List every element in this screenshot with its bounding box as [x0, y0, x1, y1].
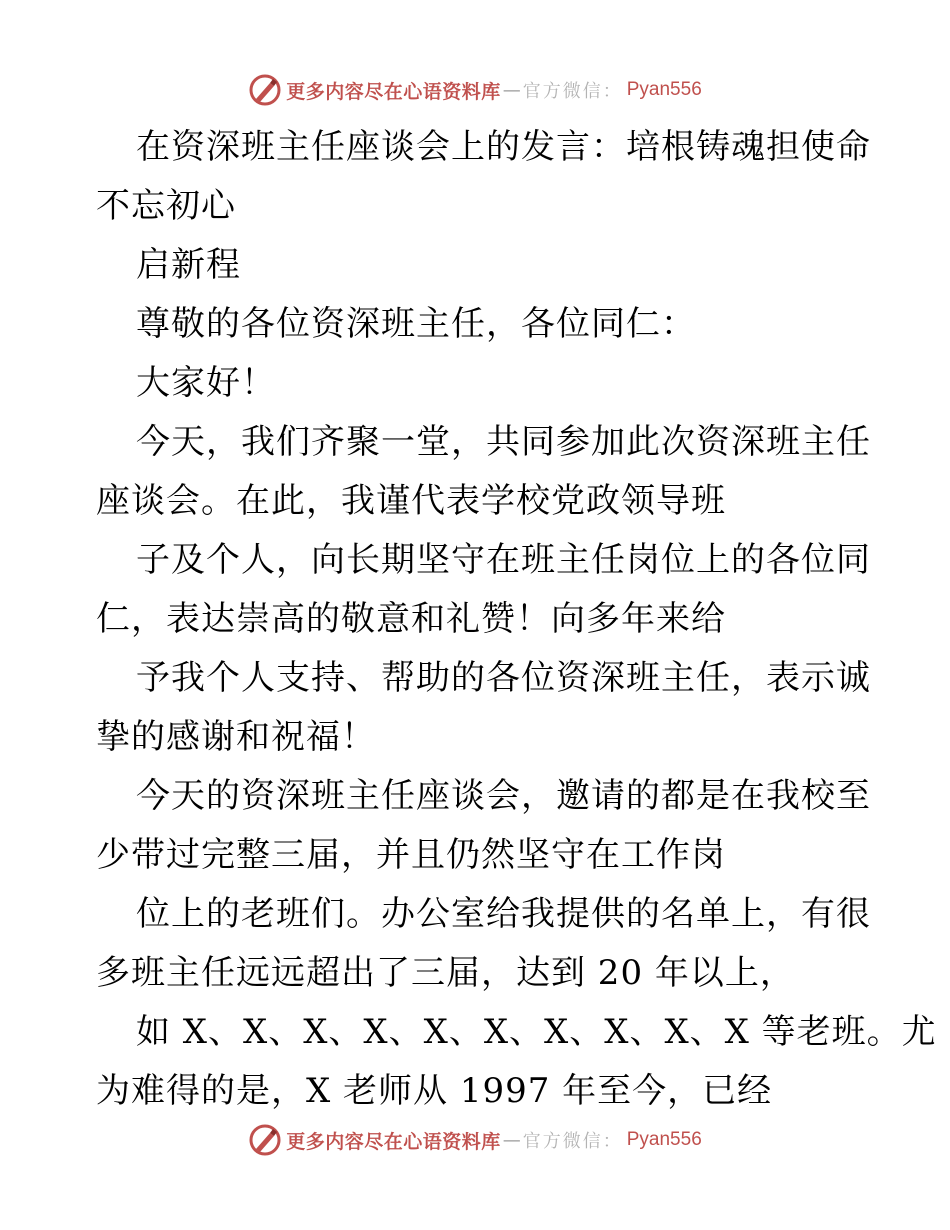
body-line: 为难得的是，X 老师从 1997 年至今，已经	[96, 1071, 773, 1111]
header-dash: —	[502, 79, 521, 101]
pen-logo-icon	[248, 1123, 282, 1157]
footer-dash: —	[502, 1129, 521, 1151]
body-line: 如 X、X、X、X、X、X、X、X、X、X 等老班。尤	[136, 1012, 937, 1052]
body-line: 位上的老班们。办公室给我提供的名单上，有很	[136, 894, 871, 934]
body-line: 不忘初心	[96, 186, 236, 226]
header-brand: 更多内容尽在心语资料库	[286, 80, 501, 103]
body-line: 今天的资深班主任座谈会，邀请的都是在我校至	[136, 776, 871, 816]
body-line: 子及个人，向长期坚守在班主任岗位上的各位同	[136, 540, 871, 580]
body-line: 少带过完整三届，并且仍然坚守在工作岗	[96, 835, 726, 875]
footer-banner	[0, 1120, 950, 1160]
body-line: 大家好！	[136, 363, 276, 403]
footer-wechat-id: Pyan556	[626, 1129, 702, 1150]
body-line: 予我个人支持、帮助的各位资深班主任，表示诚	[136, 658, 871, 698]
body-line: 今天，我们齐聚一堂，共同参加此次资深班主任	[136, 422, 871, 462]
speech-body	[96, 118, 937, 1121]
header-banner	[0, 70, 950, 110]
body-line: 座谈会。在此，我谨代表学校党政领导班	[96, 481, 726, 521]
pen-logo-icon	[248, 73, 282, 107]
body-line: 挚的感谢和祝福！	[96, 717, 376, 757]
footer-wechat-label: 官方微信：	[522, 1131, 623, 1152]
body-line: 启新程	[136, 245, 241, 285]
footer-brand: 更多内容尽在心语资料库	[286, 1130, 501, 1153]
body-line: 在资深班主任座谈会上的发言：培根铸魂担使命	[136, 127, 871, 167]
body-line: 尊敬的各位资深班主任，各位同仁：	[136, 304, 696, 344]
header-wechat-id: Pyan556	[626, 79, 702, 100]
body-line: 仁，表达崇高的敬意和礼赞！向多年来给	[96, 599, 726, 639]
header-wechat-label: 官方微信：	[522, 81, 623, 102]
body-line: 多班主任远远超出了三届，达到 20 年以上，	[96, 953, 795, 993]
